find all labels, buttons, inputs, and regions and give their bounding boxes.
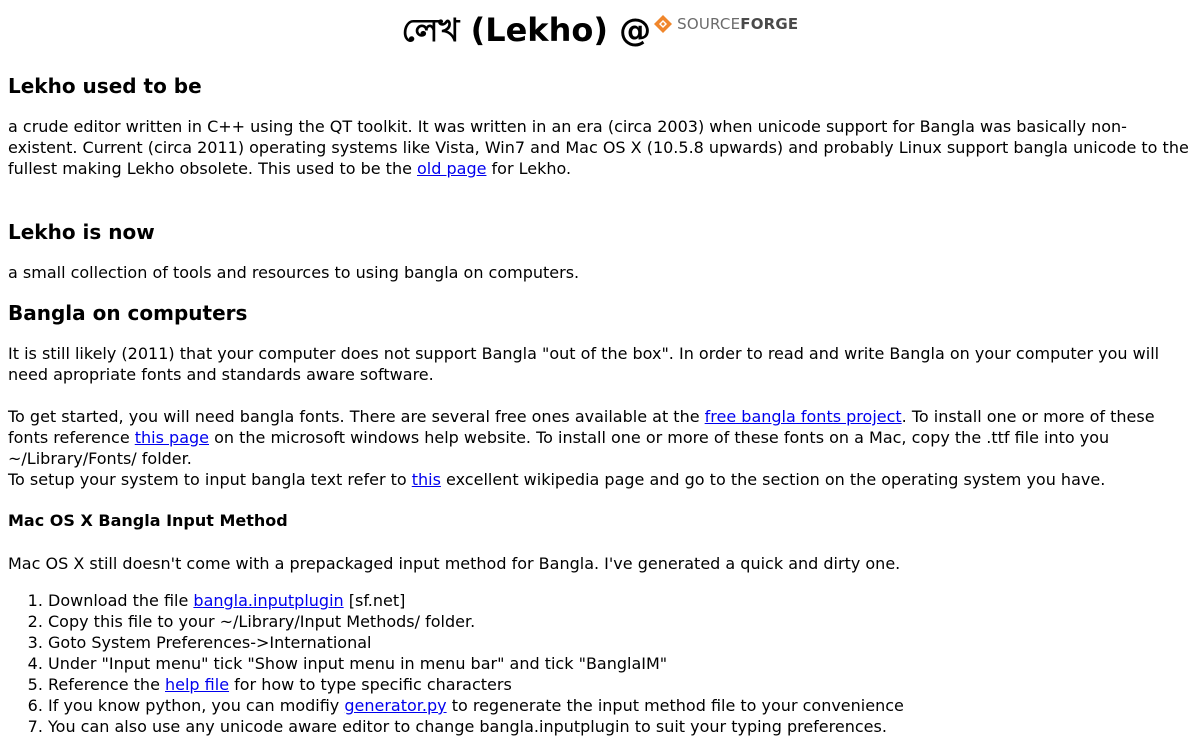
heading-is-now: Lekho is now xyxy=(8,220,155,244)
list-item: 3. Goto System Preferences->International xyxy=(48,632,1192,653)
is-now-paragraph: a small collection of tools and resources to using bangla on computers. xyxy=(8,263,580,282)
sourceforge-diamond-icon xyxy=(653,14,673,34)
list-item: 1. Download the file bangla.inputplugin [sf.net] xyxy=(48,590,1192,611)
sourceforge-logo-text: SOURCEFORGE xyxy=(677,15,799,33)
mac-steps-list xyxy=(8,590,1192,737)
bangla-fonts-paragraph: To get started, you will need bangla fonts. There are several free ones available at the free bangla fonts project. To install one or more of these fonts reference this page on the microsoft windows help website. To install one or more of these fonts on a Mac, copy the .ttf file into you ~/Library/Fonts/ folder. To setup your system to input bangla text refer to this excellent wikipedia page and go to the section on the operating system you have. xyxy=(8,407,1155,489)
list-item: 6. If you know python, you can modifiy generator.py to regenerate the input method file to your convenience xyxy=(48,695,1192,716)
mac-intro-paragraph: Mac OS X still doesn't come with a prepackaged input method for Bangla. I've generated a quick and dirty one. xyxy=(8,554,901,573)
list-item: 2. Copy this file to your ~/Library/Input Methods/ folder. xyxy=(48,611,1192,632)
help-file-link[interactable]: help file xyxy=(165,675,230,694)
used-to-be-paragraph: a crude editor written in C++ using the QT toolkit. It was written in an era (circa 2003) when unicode support for Bangla was basically non-existent. Current (circa 2011) operating systems like Vista, Win7 and Mac OS X (10.5.8 upwards) and probably Linux support bangla unicode to the fullest making Lekho obsolete. This used to be the old page for Lekho. xyxy=(8,117,1189,178)
title-row xyxy=(8,0,1192,60)
old-page-link[interactable]: old page xyxy=(417,159,487,178)
free-bangla-fonts-link[interactable]: free bangla fonts project xyxy=(704,407,902,426)
list-item: 7. You can also use any unicode aware editor to change bangla.inputplugin to suit your typing preferences. xyxy=(48,716,1192,737)
wikipedia-this-link[interactable]: this xyxy=(411,470,441,489)
bangla-inputplugin-link[interactable]: bangla.inputplugin xyxy=(193,591,344,610)
list-item: 5. Reference the help file for how to type specific characters xyxy=(48,674,1192,695)
list-item: 4. Under "Input menu" tick "Show input menu in menu bar" and tick "BanglaIM" xyxy=(48,653,1192,674)
generator-py-link[interactable]: generator.py xyxy=(344,696,447,715)
heading-mac-input-method: Mac OS X Bangla Input Method xyxy=(8,511,288,530)
heading-used-to-be: Lekho used to be xyxy=(8,74,202,98)
bangla-intro-paragraph: It is still likely (2011) that your computer does not support Bangla "out of the box". In order to read and write Bangla on your computer you will need apropriate fonts and standards aware software. xyxy=(8,344,1160,384)
this-page-link[interactable]: this page xyxy=(134,428,209,447)
page-title xyxy=(402,10,799,50)
sourceforge-logo[interactable] xyxy=(653,14,798,34)
heading-bangla-on-computers: Bangla on computers xyxy=(8,301,248,325)
page-title-text: লেখ (Lekho) @ xyxy=(401,11,652,49)
